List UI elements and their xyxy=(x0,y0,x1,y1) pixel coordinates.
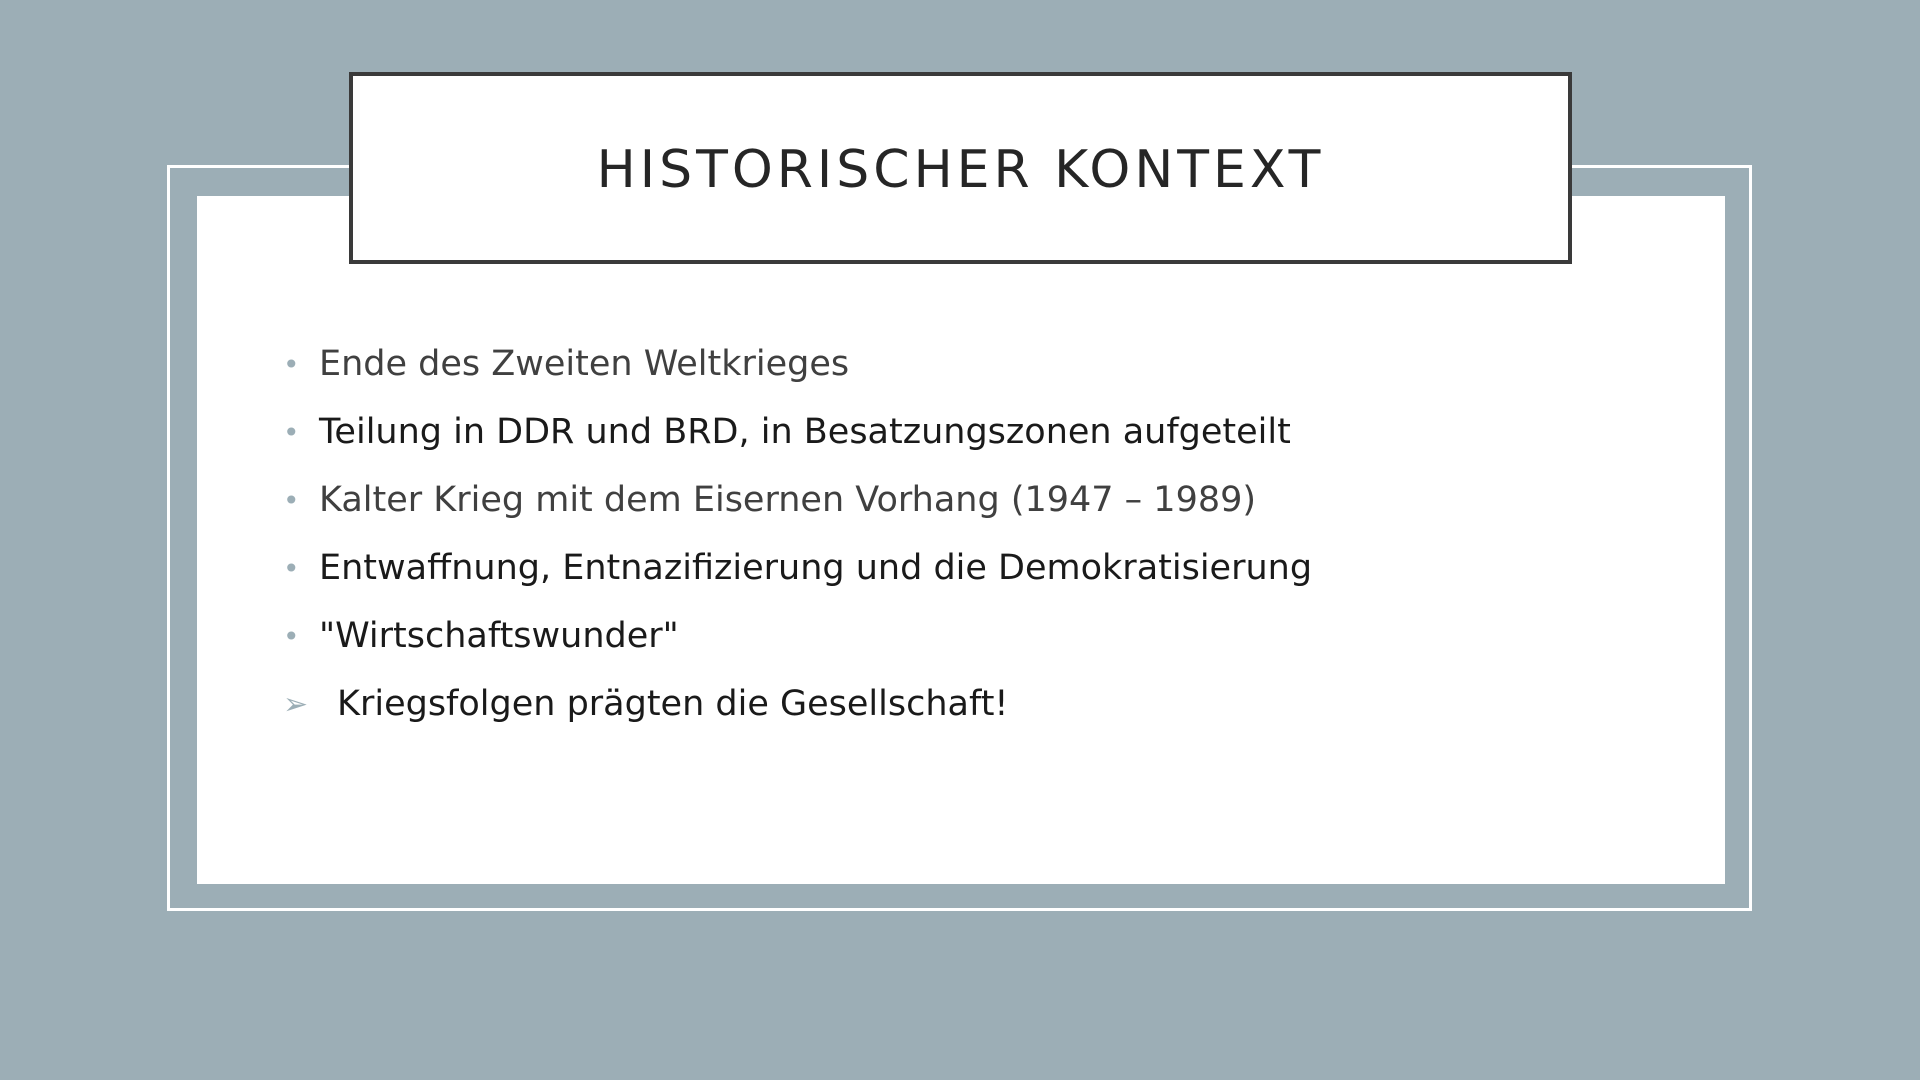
bullet-item xyxy=(283,330,1312,398)
bullet-text: Teilung in DDR und BRD, in Besatzungszonen aufgeteilt xyxy=(319,412,1291,452)
bullet-item xyxy=(283,398,1312,466)
conclusion-text: Kriegsfolgen prägten die Gesellschaft! xyxy=(337,684,1009,724)
bullet-list xyxy=(283,330,1312,738)
bullet-dot-icon: • xyxy=(283,551,300,585)
bullet-dot-icon: • xyxy=(283,347,300,381)
slide-title: HISTORISCHER KONTEXT xyxy=(596,140,1325,200)
bullet-item xyxy=(283,466,1312,534)
conclusion-item xyxy=(283,670,1312,738)
bullet-dot-icon: • xyxy=(283,415,300,449)
bullet-item xyxy=(283,534,1312,602)
bullet-text: Ende des Zweiten Weltkrieges xyxy=(319,344,850,384)
bullet-dot-icon: • xyxy=(283,483,300,517)
bullet-item xyxy=(283,602,1312,670)
arrow-bullet-icon: ➢ xyxy=(283,686,309,722)
bullet-text: "Wirtschaftswunder" xyxy=(319,616,679,656)
title-box xyxy=(349,72,1572,264)
bullet-text: Kalter Krieg mit dem Eisernen Vorhang (1947 – 1989) xyxy=(319,480,1257,520)
bullet-text: Entwaffnung, Entnazifizierung und die Demokratisierung xyxy=(319,548,1313,588)
bullet-dot-icon: • xyxy=(283,619,300,653)
